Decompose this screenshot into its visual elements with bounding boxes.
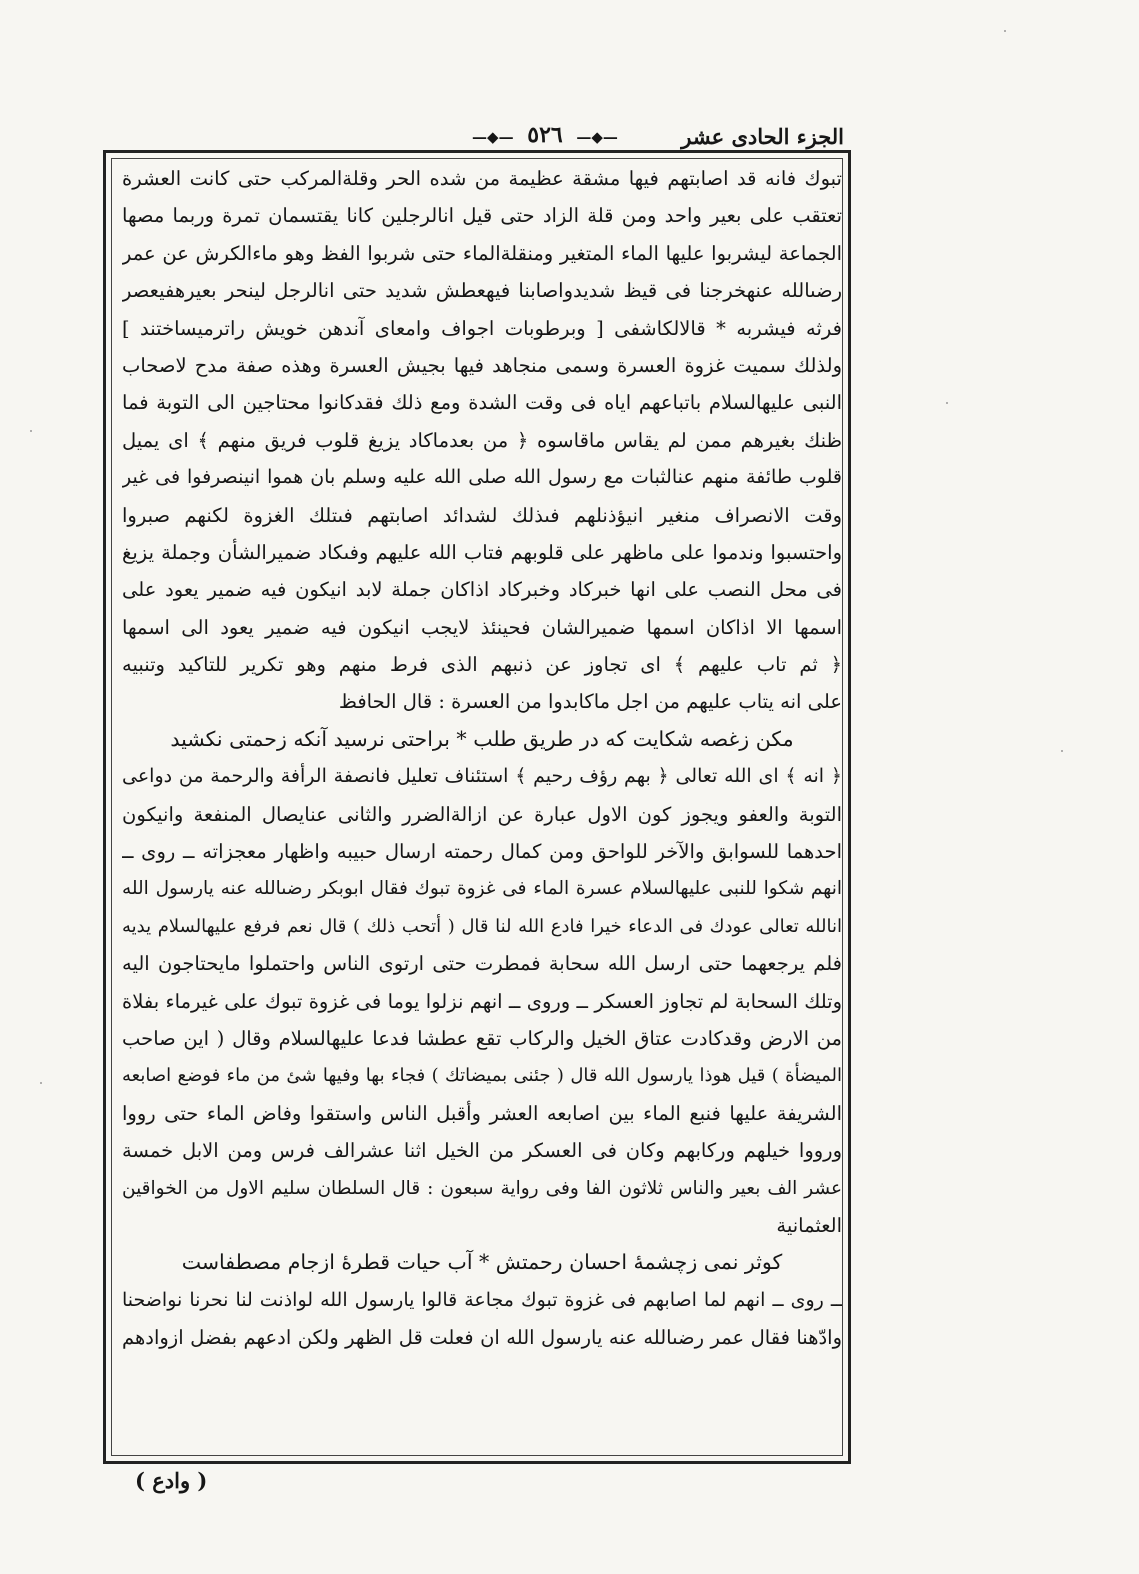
page-number: ٥٢٦ [527,122,563,148]
text-line: وقت الانصراف منغير انيؤذنلهم فىذلك لشدائد اصابتهم فىتلك الغزوة لكنهم صبروا [122,503,842,527]
ornament-left: —◆— [576,128,618,146]
text-line: العثمانية [776,1213,842,1237]
text-line: احدهما للسوابق والآخر للواحق ومن كمال رحمته ارسال حبيبه واظهار معجزاته ــ روى ــ [122,840,842,864]
text-line: وتلك السحابة لم تجاوز العسكر ــ وروى ــ انهم نزلوا يوما فى غزوة تبوك على غيرماء بفلاة [122,989,842,1013]
text-line: اسمها الا اذاكان اسمها ضميرالشان فحينئذ لايجب انيكون فيه ضمير يعود الى اسمها [122,615,842,639]
scan-speck [30,430,32,432]
text-line: ﴿ ثم تاب عليهم ﴾ اى تجاوز عن ذنبهم الذى فرط منهم وهو تكرير للتاكيد وتنبيه [122,653,842,677]
verse-line: كوثر نمى زچشمهٔ احسان رحمتش * آب حيات قطرهٔ ازجام مصطفاست [181,1250,783,1275]
verse-line: مكن زغصه شكايت كه در طريق طلب * براحتى نرسيد آنكه زحمتى نكشيد [170,726,794,751]
text-line: قلوب طائفة منهم عنالثبات مع رسول الله صلى الله عليه وسلم بان هموا انينصرفوا فى غير [122,466,842,489]
scan-speck [946,402,948,404]
text-line: انهم شكوا للنبى عليهالسلام عسرة الماء فى غزوة تبوك فقال ابوبكر رضىالله عنه يارسول الله [122,878,842,900]
ornament-right: —◆— [472,128,514,146]
text-line: فى محل النصب على انها خبركاد وخبركاد اذاكان جملة لابد انيكون فيه ضمير يعود على [122,578,842,602]
body-text [122,160,842,1357]
scan-speck [1004,30,1006,32]
text-line: النبى عليهالسلام باتباعهم اياه فى وقت الشدة ومع ذلك فقدكانوا محتاجين الى التوبة فما [122,391,842,415]
text-line: الجماعة ليشربوا عليها الماء المتغير ومنقلةالماء حتى شربوا الفظ وهو ماءالكرش عن عمر [122,241,842,265]
text-line: وادّهنا فقال عمر رضىالله عنه يارسول الله ان فعلت قل الظهر ولكن ادعهم بفضل ازوادهم [122,1326,842,1350]
text-line: من الارض وقدكادت عتاق الخيل والركاب تقع عطشا فدعا عليهالسلام وقال ( اين صاحب [122,1026,842,1050]
text-line: ظنك بغيرهم ممن لم يقاس ماقاسوه ﴿ من بعدماكاد يزيغ قلوب فريق منهم ﴾ اى يميل [122,428,842,452]
text-line: انالله تعالى عودك فى الدعاء خيرا فادع الله لنا قال ( أتحب ذلك ) قال نعم فرفع عليهالسلام يديه [122,915,842,937]
text-line: ــ روى ــ انهم لما اصابهم فى غزوة تبوك مجاعة قالوا يارسول الله لواذنت لنا نحرنا نواضحنا [122,1288,842,1311]
scan-speck [40,1082,42,1084]
text-line: فرثه فيشربه * قالالكاشفى [ وبرطوبات اجواف وامعاى آندهن خويش راترميساختند ] [122,316,842,340]
text-line: ﴿ انه ﴾ اى الله تعالى ﴿ بهم رؤف رحيم ﴾ استئناف تعليل فانصفة الرأفة والرحمة من دواعى [122,765,842,788]
text-line: تبوك فانه قد اصابتهم فيها مشقة عظيمة من شده الحر وقلةالمركب حتى كانت العشرة [122,167,842,190]
text-line: واحتسبوا وندموا على ماظهر على قلوبهم فتاب الله عليهم وفىكاد ضميرالشأن وجملة يزيغ [122,540,842,564]
text-line: تعتقب على بعير واحد ومن قلة الزاد حتى قيل انالرجلين كانا يقتسمان تمرة وربما مصها [122,204,842,228]
text-line: عشر الف بعير والناس ثلاثون الفا وفى رواية سبعون : قال السلطان سليم الاول من الخواقين [122,1177,842,1199]
page-number-area [430,122,660,148]
text-line: على انه يتاب عليهم من اجل ماكابدوا من العسرة : قال الحافظ [338,690,842,714]
scan-speck [1061,750,1063,752]
text-line: التوبة والعفو ويجوز كون الاول عبارة عن ازالةالضرر والثانى عنايصال المنفعة وانيكون [122,802,842,826]
text-line: رضىالله عنهخرجنا فى قيظ شديدواصابنا فيهعطش شديد حتى انالرجل لينحر بعيرهفيعصر [122,279,842,303]
text-line: فلم يرجعهما حتى ارسل الله سحابة فمطرت حتى ارتوى الناس واحتملوا مايحتاجون اليه [122,952,842,976]
catchword: ( وادع ) [135,1468,208,1493]
text-line: الشريفة عليها فنبع الماء بين اصابعه العشر وأقبل الناس واستقوا وفاض الماء حتى رووا [122,1101,842,1125]
text-line: ورووا خيلهم وركابهم وكان فى العسكر من الخيل اثنا عشرالف فرس ومن الابل خمسة [122,1139,842,1163]
volume-title: الجزء الحادى عشر [681,124,844,149]
text-line: الميضأة ) قيل هوذا يارسول الله قال ( جئنى بميضاتك ) فجاء بها وفيها شئ من ماء فوضع اصابعه [122,1065,842,1087]
text-line: ولذلك سميت غزوة العسرة وسمى منجاهد فيها بجيش العسرة وهذه صفة مدح لاصحاب [122,353,842,377]
